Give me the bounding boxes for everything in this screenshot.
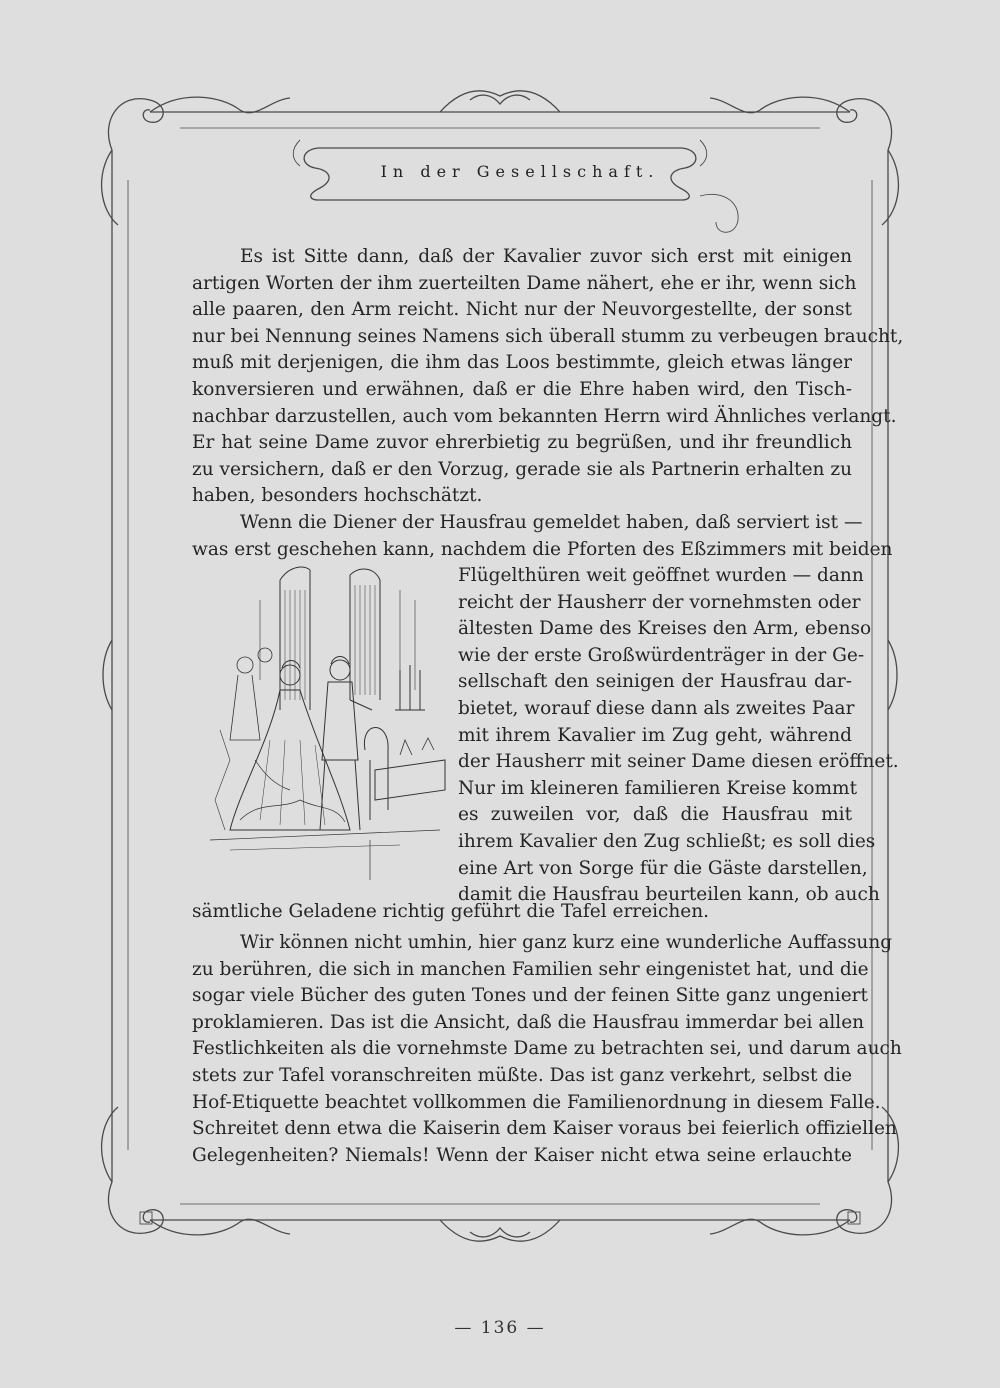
text-line: mit ihrem Kavalier im Zug geht, während [458, 724, 852, 746]
text-line: stets zur Tafel voranschreiten müßte. Das ist ganz verkehrt, selbst die [192, 1064, 853, 1086]
text-line: artigen Worten der ihm zuerteilten Dame nähert, ehe er ihr, wenn sich [192, 272, 857, 294]
text-line: zu berühren, die sich in manchen Familien sehr eingenistet hat, und die [192, 958, 869, 980]
text-line: Hof-Etiquette beachtet vollkommen die Familienordnung in diesem Falle. [192, 1091, 881, 1113]
text-line: was erst geschehen kann, nachdem die Pforten des Eßzimmers mit beiden [192, 538, 893, 560]
text-line: Wir können nicht umhin, hier ganz kurz eine wunderliche Auffassung [240, 932, 893, 953]
text-line: sogar viele Bücher des guten Tones und der feinen Sitte ganz ungeniert [192, 985, 868, 1007]
text-line: Nur im kleineren familieren Kreise kommt [458, 777, 858, 799]
text-line: sämtliche Geladene richtig geführt die Tafel erreichen. [192, 901, 710, 922]
text-line: der Hausherr mit seiner Dame diesen eröffnet. [458, 751, 899, 773]
text-line: Es ist Sitte dann, daß der Kavalier zuvor sich erst mit einigen [240, 246, 852, 267]
text-line: proklamieren. Das ist die Ansicht, daß die Hausfrau immerdar bei allen [192, 1011, 865, 1033]
text-line: damit die Hausfrau beurteilen kann, ob auch [458, 884, 880, 906]
text-line: muß mit derjenigen, die ihm das Loos bestimmte, gleich etwas länger [192, 352, 852, 374]
text-line: Gelegenheiten? Niemals! Wenn der Kaiser nicht etwa seine erlauchte [192, 1144, 852, 1166]
paragraph-2 [192, 510, 893, 563]
text-line: ihrem Kavalier den Zug schließt; es soll dies [458, 830, 876, 852]
text-line: Festlichkeiten als die vornehmste Dame zu betrachten sei, und darum auch [192, 1038, 902, 1060]
text-line: Schreitet denn etwa die Kaiserin dem Kaiser voraus bei feierlich offiziellen [192, 1118, 897, 1140]
paragraph-2-end [192, 899, 852, 926]
text-line: reicht der Hausherr der vornehmsten oder [458, 591, 861, 613]
text-line: alle paaren, den Arm reicht. Nicht nur der Neuvorgestellte, der sonst [192, 299, 852, 321]
paragraph-1 [192, 244, 904, 510]
text-line: haben, besonders hochschätzt. [192, 485, 483, 507]
text-line: bietet, worauf diese dann als zweites Paar [458, 697, 855, 719]
chapter-title: In der Gesellschaft. [380, 162, 660, 181]
text-line: konversieren und erwähnen, daß er die Ehre haben wird, den Tisch- [192, 378, 852, 400]
dinner-procession-illustration [200, 560, 450, 890]
page-number: — 136 — [454, 1318, 546, 1338]
text-line: nachbar darzustellen, auch vom bekannten Herrn wird Ähnliches verlangt. [192, 405, 897, 427]
text-line: es zuweilen vor, daß die Hausfrau mit [458, 804, 852, 826]
text-line: sellschaft den seinigen der Hausfrau dar- [458, 671, 852, 693]
paragraph-3 [192, 930, 902, 1169]
text-line: wie der erste Großwürdenträger in der Ge- [458, 644, 865, 666]
text-line: Wenn die Diener der Hausfrau gemeldet haben, daß serviert ist — [240, 512, 863, 533]
text-line: Er hat seine Dame zuvor ehrerbietig zu begrüßen, und ihr freundlich [192, 432, 852, 454]
text-line: ältesten Dame des Kreises den Arm, ebenso [458, 618, 872, 640]
text-line: nur bei Nennung seines Namens sich überall stumm zu verbeugen braucht, [192, 325, 904, 347]
text-line: zu versichern, daß er den Vorzug, gerade sie als Partnerin erhalten zu [192, 458, 852, 480]
text-line: eine Art von Sorge für die Gäste darstellen, [458, 857, 868, 879]
text-line: Flügelthüren weit geöffnet wurden — dann [458, 565, 864, 586]
